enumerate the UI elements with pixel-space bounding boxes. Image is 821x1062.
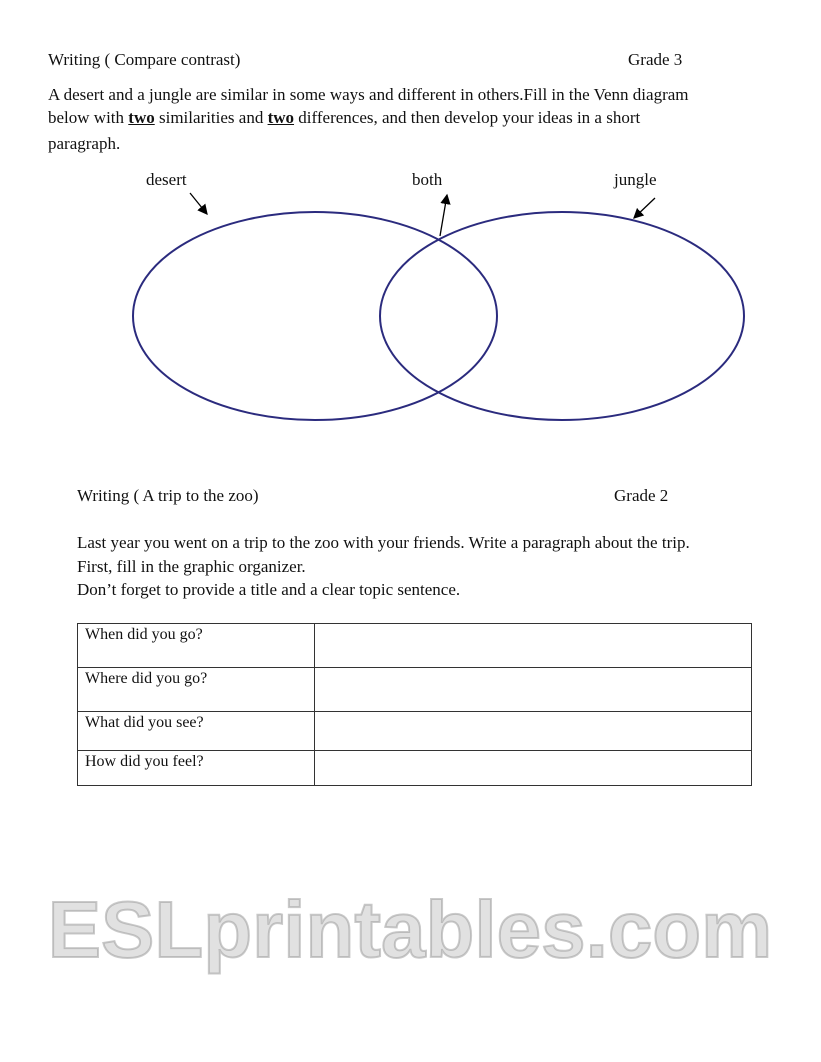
question-cell: Where did you go? [78, 668, 315, 712]
instructions-line1: A desert and a jungle are similar in some ways and different in others.Fill in the Venn diagram [48, 85, 689, 104]
watermark: ESLprintables.com [47, 885, 773, 974]
section2-grade: Grade 2 [614, 486, 669, 505]
table-row [78, 624, 752, 668]
answer-cell[interactable] [315, 624, 752, 668]
emphasis-two: two [267, 108, 295, 127]
zoo-instructions-line3: Don’t forget to provide a title and a clear topic sentence. [77, 580, 461, 599]
table-row [78, 668, 752, 712]
venn-circle-jungle[interactable] [380, 212, 744, 420]
text: differences, and then develop your ideas in a short [294, 108, 641, 127]
question-cell: When did you go? [78, 624, 315, 668]
emphasis-two: two [128, 108, 155, 127]
answer-cell[interactable] [315, 712, 752, 751]
question-cell: How did you feel? [78, 751, 315, 786]
arrow-desert [190, 193, 207, 214]
venn-label-jungle: jungle [614, 170, 657, 189]
section1-title: Writing ( Compare contrast) [48, 50, 241, 69]
venn-label-desert: desert [146, 170, 187, 189]
answer-cell[interactable] [315, 668, 752, 712]
arrow-both [440, 195, 447, 236]
question-cell: What did you see? [78, 712, 315, 751]
arrow-jungle [634, 198, 655, 218]
table-row [78, 751, 752, 786]
venn-label-both: both [412, 170, 443, 189]
section2-title: Writing ( A trip to the zoo) [77, 486, 259, 505]
zoo-instructions-line1: Last year you went on a trip to the zoo with your friends. Write a paragraph about the trip. [77, 533, 690, 552]
answer-cell[interactable] [315, 751, 752, 786]
venn-circle-desert[interactable] [133, 212, 497, 420]
graphic-organizer [77, 623, 752, 786]
section1-grade: Grade 3 [628, 50, 683, 69]
zoo-instructions-line2: First, fill in the graphic organizer. [77, 557, 306, 576]
text: similarities and [154, 108, 268, 127]
text: below with [48, 108, 129, 127]
instructions-line3: paragraph. [48, 134, 121, 153]
table-row [78, 712, 752, 751]
